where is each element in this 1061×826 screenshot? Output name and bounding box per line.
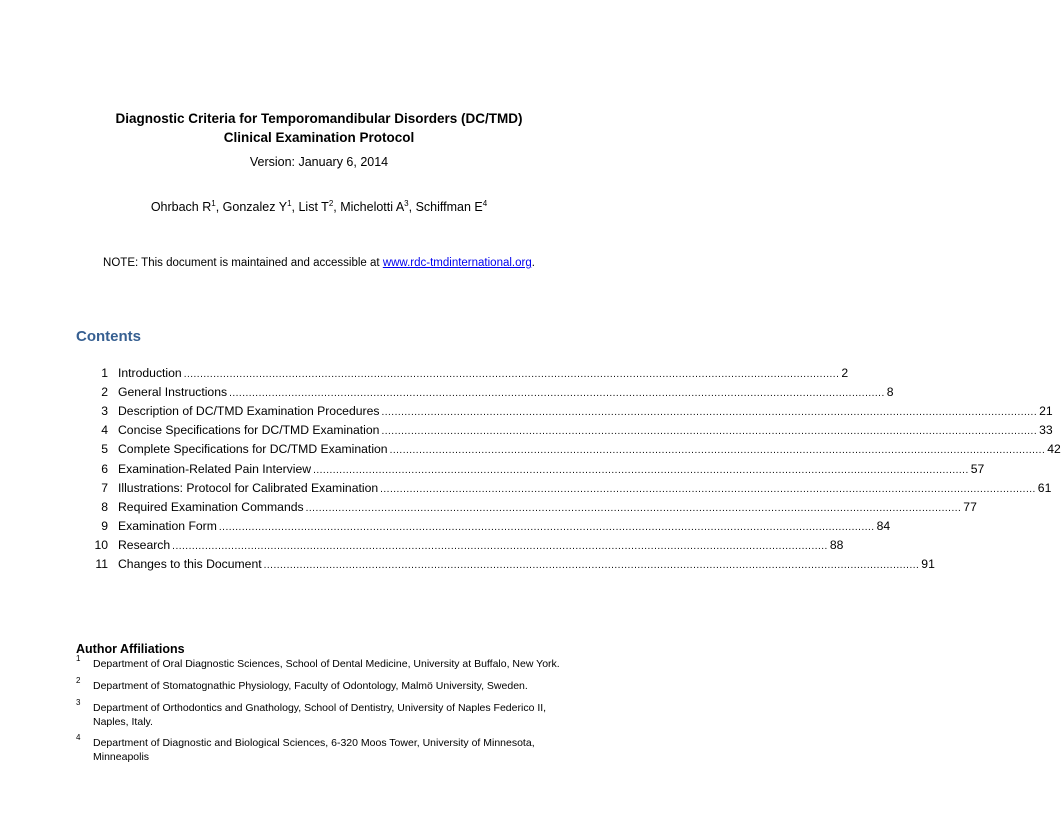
toc-entry[interactable] — [76, 537, 844, 558]
toc-page-number: 91 — [921, 557, 935, 571]
toc-number: 5 — [101, 442, 108, 457]
note-text: NOTE: This document is maintained and accessible at www.rdc-tmdinternational.org. — [103, 257, 535, 269]
toc-leader-dots: ........................................................................................................................................................................................................ — [389, 445, 1046, 457]
toc-title: Research — [118, 537, 171, 552]
toc-leader-dots: ........................................................................................................................................................................................................ — [380, 483, 1036, 495]
toc-leader-dots: ........................................................................................................................................................................................................ — [381, 407, 1038, 419]
toc-title: Changes to this Document — [118, 557, 262, 571]
toc-page-number: 21 — [1039, 404, 1053, 419]
affiliation-number: 3 — [76, 698, 81, 707]
toc-leader-dots: ........................................................................................................................................................................................................ — [313, 464, 969, 476]
website-link[interactable]: www.rdc-tmdinternational.org — [382, 257, 532, 269]
toc-number: 6 — [101, 461, 108, 476]
affiliation-text: Department of Orthodontics and Gnathology, School of Dentistry, University of Naples Federico II, Naples, Italy. — [93, 702, 547, 728]
document-title-line1: Diagnostic Criteria for Temporomandibular Disorders (DC/TMD) — [115, 111, 523, 126]
toc-page-number: 8 — [886, 385, 894, 400]
author: Schiffman $E^4$ — [415, 199, 488, 214]
toc-entry[interactable] — [76, 557, 935, 577]
toc-title: General Instructions — [118, 385, 228, 400]
author-list — [0, 199, 638, 214]
toc-page-number: 88 — [829, 537, 844, 552]
toc-page-number: 2 — [841, 366, 849, 380]
toc-entry[interactable] — [76, 480, 1052, 501]
toc-number: 11 — [95, 557, 108, 571]
affiliation-number: 1 — [76, 654, 81, 663]
toc-number: 1 — [101, 366, 108, 380]
author: Gonzalez $Y^1$, — [222, 199, 299, 214]
toc-title: Examination Form — [118, 518, 217, 533]
toc-entry[interactable] — [76, 461, 985, 482]
affiliation-text: Department of Oral Diagnostic Sciences, School of Dental Medicine, University at Buffalo, New York. — [93, 658, 560, 670]
toc-entry[interactable] — [76, 366, 849, 386]
toc-number: 10 — [94, 537, 108, 552]
version-text: Version: January 6, 2014 — [249, 155, 389, 169]
toc-number: 4 — [101, 423, 108, 438]
affiliation-text: Department of Diagnostic and Biological Sciences, 6-320 Moos Tower, University of Minnesota, Minneapolis — [93, 737, 535, 763]
toc-number: 9 — [101, 518, 108, 533]
toc-entry[interactable] — [76, 385, 894, 405]
toc-page-number: 57 — [970, 461, 985, 476]
affiliation-number: 2 — [76, 676, 81, 685]
toc-leader-dots: ........................................................................................................................................................................................................ — [218, 521, 875, 533]
toc-number: 3 — [101, 404, 108, 419]
toc-number: 7 — [101, 480, 108, 495]
toc-entry[interactable] — [76, 404, 1053, 424]
toc-page-number: 61 — [1037, 480, 1052, 495]
toc-entry[interactable] — [76, 423, 1053, 443]
toc-leader-dots: ........................................................................................................................................................................................................ — [172, 540, 828, 552]
toc-leader-dots: ........................................................................................................................................................................................................ — [229, 388, 885, 400]
toc-leader-dots: ........................................................................................................................................................................................................ — [183, 369, 840, 380]
toc-entry[interactable] — [76, 442, 1061, 462]
toc-leader-dots: ........................................................................................................................................................................................................ — [305, 502, 962, 514]
toc-title: Concise Specifications for DC/TMD Examination — [118, 423, 380, 438]
toc-page-number: 33 — [1039, 423, 1053, 438]
document-title-line2: Clinical Examination Protocol — [223, 130, 415, 145]
toc-number: 8 — [101, 499, 108, 514]
author: Ohrbach $R^1$, — [150, 199, 223, 214]
toc-page-number: 77 — [963, 499, 977, 514]
toc-number: 2 — [101, 385, 108, 400]
toc-title: Illustrations: Protocol for Calibrated Examination — [118, 480, 379, 495]
toc-title: Complete Specifications for DC/TMD Examination — [118, 442, 388, 457]
toc-leader-dots: ........................................................................................................................................................................................................ — [263, 560, 920, 571]
author: Michelotti $A^3$, — [340, 199, 416, 214]
toc-leader-dots: ........................................................................................................................................................................................................ — [381, 426, 1038, 438]
toc-title: Introduction — [118, 366, 182, 380]
affiliation-number: 4 — [76, 733, 81, 742]
affiliation-text: Department of Stomatognathic Physiology, Faculty of Odontology, Malmö University, Sweden. — [93, 680, 528, 692]
toc-title: Required Examination Commands — [118, 499, 304, 514]
toc-page-number: 42 — [1047, 442, 1061, 457]
affiliations-heading: Author Affiliations — [76, 642, 185, 656]
toc-title: Description of DC/TMD Examination Procedures — [118, 404, 380, 419]
toc-entry[interactable] — [76, 499, 977, 520]
toc-title: Examination-Related Pain Interview — [118, 461, 312, 476]
contents-heading: Contents — [76, 328, 141, 345]
author: List $T^2$, — [298, 199, 341, 214]
toc-page-number: 84 — [876, 518, 891, 533]
toc-entry[interactable] — [76, 518, 891, 539]
